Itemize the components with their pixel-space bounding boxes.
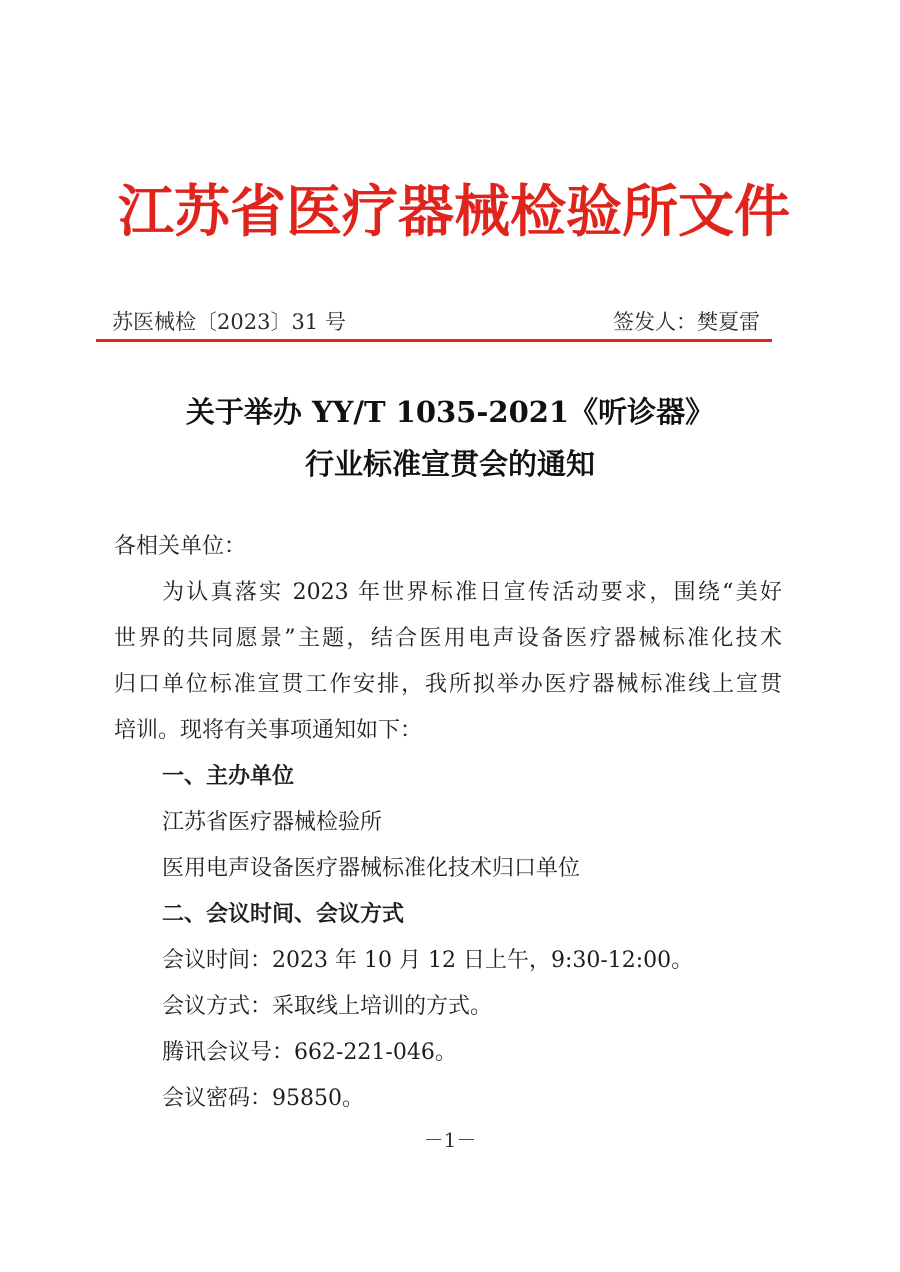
page-number: －1－ xyxy=(423,1128,477,1152)
paragraph-line: 归口单位标准宣贯工作安排，我所拟举办医疗器械标准线上宣贯 xyxy=(114,672,782,697)
section-heading-meeting: 二、会议时间、会议方式 xyxy=(162,902,405,927)
meeting-id: 腾讯会议号：662-221-046。 xyxy=(162,1040,457,1065)
paragraph-line: 培训。现将有关事项通知如下： xyxy=(114,718,423,743)
notice-title xyxy=(100,386,800,490)
salutation: 各相关单位： xyxy=(114,534,247,559)
notice-title-line-1: 关于举办 YY/T 1035-2021《听诊器》 xyxy=(185,395,715,429)
document-meta-row xyxy=(112,304,772,340)
meeting-time: 会议时间：2023 年 10 月 12 日上午，9:30-12:00。 xyxy=(162,948,694,973)
document-number: 苏医械检〔2023〕31 号 xyxy=(112,310,346,334)
section-heading-organizer: 一、主办单位 xyxy=(162,764,295,789)
organizer-line: 江苏省医疗器械检验所 xyxy=(162,810,383,835)
signer: 签发人：樊夏雷 xyxy=(613,310,760,334)
meeting-method: 会议方式：采取线上培训的方式。 xyxy=(162,994,493,1019)
red-divider-line xyxy=(96,339,772,342)
paragraph-line: 为认真落实 2023 年世界标准日宣传活动要求，围绕“美好 xyxy=(162,580,782,605)
paragraph-line: 世界的共同愿景”主题，结合医用电声设备医疗器械标准化技术 xyxy=(114,626,782,651)
document-red-header-title: 江苏省医疗器械检验所文件 xyxy=(118,179,790,245)
notice-title-line-2: 行业标准宣贯会的通知 xyxy=(304,447,595,481)
organizer-line: 医用电声设备医疗器械标准化技术归口单位 xyxy=(162,856,581,881)
meeting-password: 会议密码：95850。 xyxy=(162,1086,364,1111)
notice-body xyxy=(114,524,782,1122)
